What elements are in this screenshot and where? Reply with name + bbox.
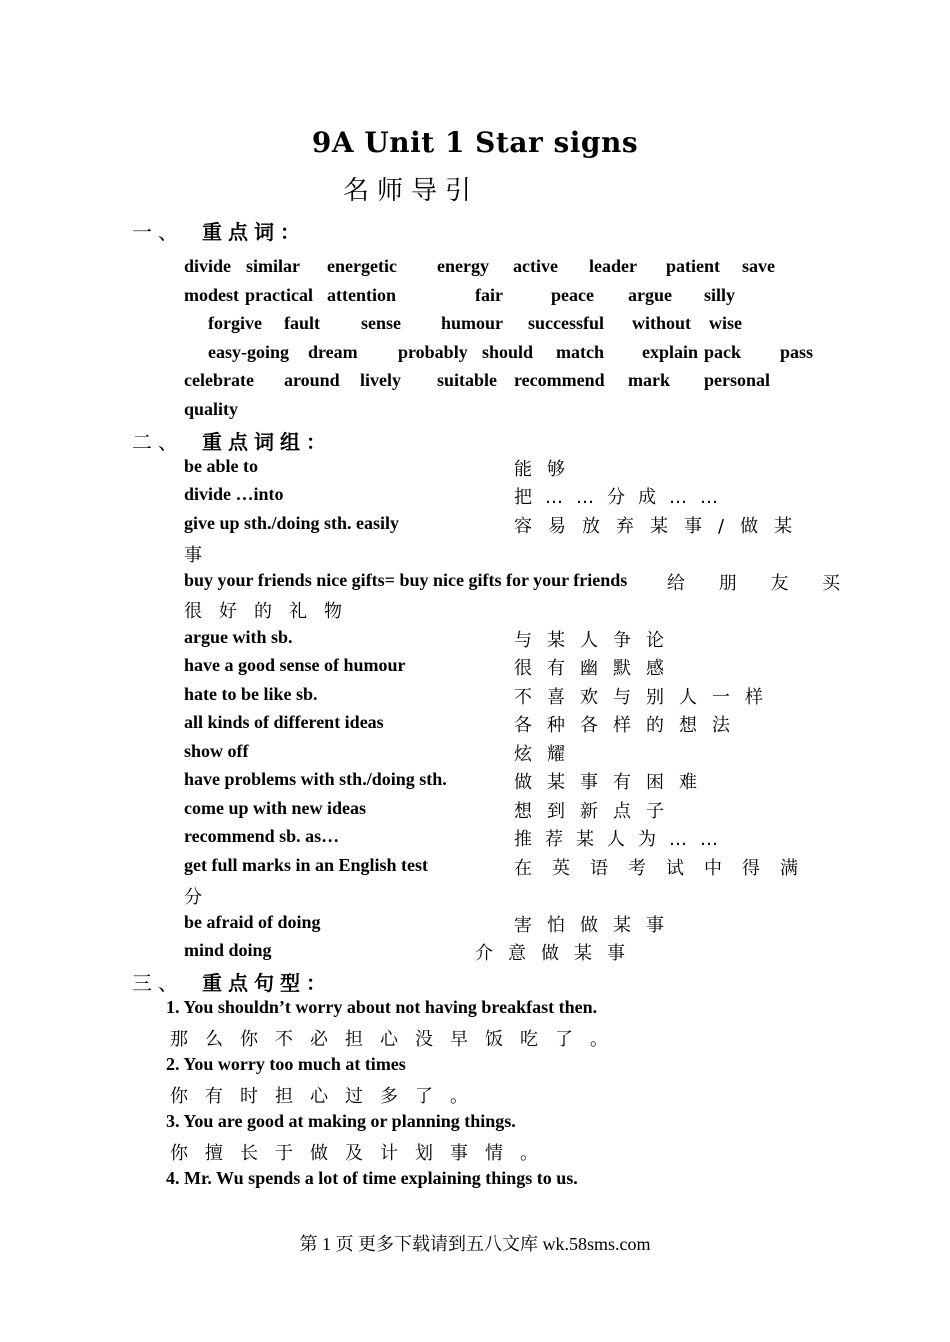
- word: fair: [475, 285, 503, 305]
- phrase-zh: 害怕做某事: [514, 915, 679, 936]
- word: should: [482, 342, 534, 362]
- word: successful: [528, 313, 604, 333]
- word: easy-going: [208, 342, 289, 362]
- word: lively: [360, 370, 401, 390]
- phrase-zh: 把……分成……: [514, 487, 731, 508]
- phrase-en: mind doing: [184, 940, 272, 960]
- phrase-zh: 能够: [514, 459, 580, 480]
- word: around: [284, 370, 340, 390]
- phrase-zh: 在英语考试中得满: [514, 858, 818, 879]
- sentence-en: 3. You are good at making or planning things.: [166, 1111, 516, 1131]
- section-number: 三、: [132, 971, 184, 995]
- phrase-en: argue with sb.: [184, 627, 293, 647]
- word: save: [742, 256, 775, 276]
- word: mark: [628, 370, 670, 390]
- phrase-en: be able to: [184, 456, 258, 476]
- phrase-zh-cont: 分: [184, 887, 202, 908]
- phrase-en: buy your friends nice gifts= buy nice gifts for your friends: [184, 570, 628, 590]
- word: wise: [709, 313, 742, 333]
- phrase-en: come up with new ideas: [184, 798, 367, 818]
- phrase-zh: 想到新点子: [514, 801, 679, 822]
- section-number: 二、: [132, 430, 184, 454]
- phrase-en: show off: [184, 741, 249, 761]
- phrase-en: hate to be like sb.: [184, 684, 318, 704]
- word: energetic: [327, 256, 397, 276]
- phrase-en: all kinds of different ideas: [184, 712, 384, 732]
- word: celebrate: [184, 370, 254, 390]
- word: argue: [628, 285, 672, 305]
- word: divide: [184, 256, 232, 276]
- word: active: [513, 256, 558, 276]
- word: peace: [551, 285, 594, 305]
- phrase-zh: 做某事有困难: [514, 772, 712, 793]
- word: match: [556, 342, 604, 362]
- word: humour: [441, 313, 504, 333]
- sentence-zh: 那么你不必担心没早饭吃了。: [170, 1029, 625, 1050]
- word: quality: [184, 399, 239, 419]
- word: modest: [184, 285, 239, 305]
- word: energy: [437, 256, 489, 276]
- word: pass: [780, 342, 814, 362]
- page-subtitle: 名师导引: [343, 176, 480, 206]
- word: explain: [642, 342, 699, 362]
- section-title: 重点词组：: [202, 430, 332, 454]
- word: similar: [246, 256, 300, 276]
- word: attention: [327, 285, 396, 305]
- word: patient: [666, 256, 720, 276]
- phrase-en: divide …into: [184, 484, 284, 504]
- section-2-heading: [132, 426, 332, 455]
- sentence-zh: 你擅长于做及计划事情。: [170, 1143, 555, 1164]
- word: leader: [589, 256, 637, 276]
- phrase-zh: 介意做某事: [475, 943, 640, 964]
- phrase-zh-cont: 很好的礼物: [184, 601, 359, 622]
- word: silly: [704, 285, 736, 305]
- section-title: 重点词：: [202, 220, 306, 244]
- word: forgive: [208, 313, 262, 333]
- section-3-heading: [132, 967, 332, 996]
- word: personal: [704, 370, 771, 390]
- sentence-en: 2. You worry too much at times: [166, 1054, 406, 1074]
- phrase-en: be afraid of doing: [184, 912, 321, 932]
- word: practical: [245, 285, 313, 305]
- phrase-zh: 炫耀: [514, 744, 580, 765]
- word: sense: [361, 313, 401, 333]
- section-number: 一、: [132, 220, 184, 244]
- phrase-en: have a good sense of humour: [184, 655, 406, 675]
- phrase-zh: 各种各样的想法: [514, 715, 745, 736]
- phrase-en: recommend sb. as…: [184, 826, 340, 846]
- word: dream: [308, 342, 358, 362]
- phrase-en: get full marks in an English test: [184, 855, 429, 875]
- phrase-en: have problems with sth./doing sth.: [184, 769, 447, 789]
- phrase-zh: 不喜欢与别人一样: [514, 687, 778, 708]
- phrase-zh: 很有幽默感: [514, 658, 679, 679]
- phrase-zh: 容易放弃某事/做某: [514, 516, 809, 537]
- word: suitable: [437, 370, 498, 390]
- page-footer: 第 1 页 更多下载请到五八文库 wk.58sms.com: [299, 1234, 651, 1254]
- sentence-en: 4. Mr. Wu spends a lot of time explaining things to us.: [166, 1168, 578, 1188]
- word: probably: [398, 342, 468, 362]
- sentence-en: 1. You shouldn’t worry about not having breakfast then.: [166, 997, 598, 1017]
- section-title: 重点句型：: [202, 971, 332, 995]
- sentence-zh: 你有时担心过多了。: [170, 1086, 485, 1107]
- phrase-zh: 给 朋 友 买: [667, 573, 855, 594]
- phrase-zh: 与某人争论: [514, 630, 679, 651]
- word: recommend: [514, 370, 605, 390]
- word: fault: [284, 313, 320, 333]
- phrase-zh: 推荐某人为……: [514, 829, 731, 850]
- word: pack: [704, 342, 742, 362]
- phrase-zh-cont: 事: [184, 545, 202, 566]
- phrase-en: give up sth./doing sth. easily: [184, 513, 400, 533]
- word: without: [632, 313, 692, 333]
- page-title: 9A Unit 1 Star signs: [311, 126, 639, 159]
- section-1-heading: [132, 216, 306, 245]
